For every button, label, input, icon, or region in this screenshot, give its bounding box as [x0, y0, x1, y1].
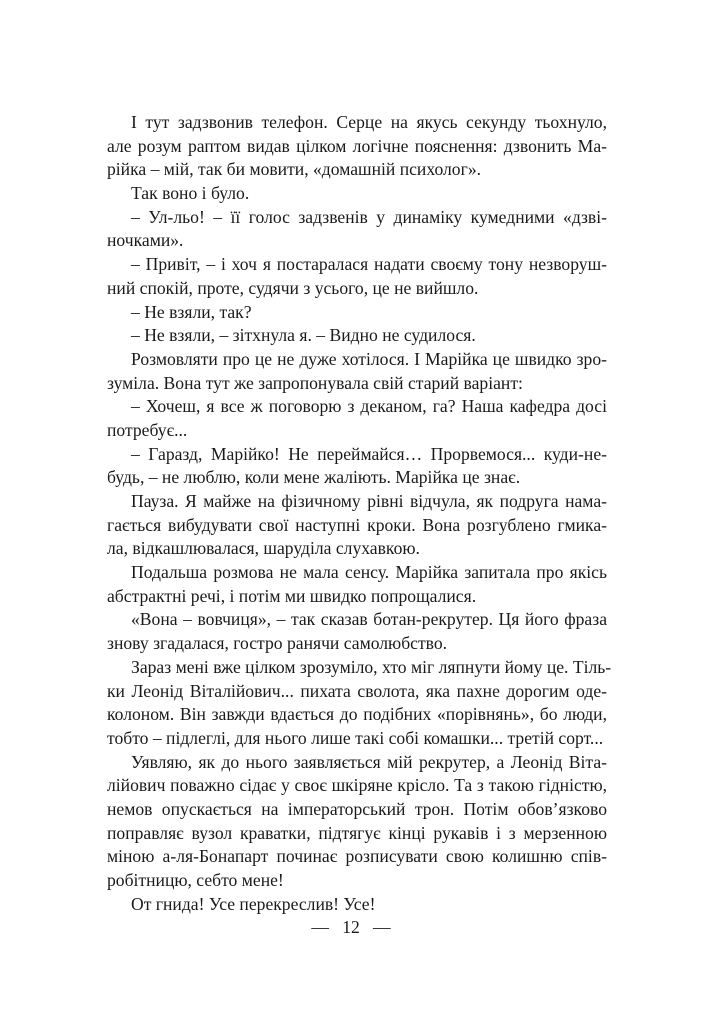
text-line: – Гаразд, Марійко! Не переймайся… Прорвемося... куди-не-	[131, 443, 607, 464]
text-line: але розум раптом видав цілком логічне пояснення: дзвонить Ма-	[107, 135, 607, 156]
text-line: знову згадалася, гостро ранячи самолюбство.	[107, 633, 448, 654]
text-line: міною а-ля-Бонапарт починає розписувати свою колишню спів-	[107, 846, 607, 867]
text-line: немов опускається на імператорський трон. Потім обов’язково	[107, 798, 607, 819]
text-line: абстрактні речі, і потім ми швидко попрощалися.	[107, 585, 477, 606]
text-line: поправляє вузол краватки, підтягує кінці рукавів і з мерзенною	[107, 822, 607, 843]
text-line: лійович поважно сідає у своє шкіряне крісло. Та з такою гідністю,	[107, 775, 607, 796]
text-line: І тут задзвонив телефон. Серце на якусь секунду тьохнуло,	[131, 112, 607, 132]
text-line: гається вибудувати свої наступні кроки. Вона розгублено гмика-	[107, 514, 607, 535]
text-line: Зараз мені вже цілком зрозуміло, хто міг ляпнути йому це. Тіль-	[131, 656, 612, 677]
text-line: зуміла. Вона тут же запропонувала свій старий варіант:	[107, 372, 523, 393]
text-line: ла, відкашлювалася, шаруділа слухавкою.	[107, 538, 420, 559]
text-line: От гнида! Усе перекреслив! Усе!	[131, 893, 376, 914]
text-line: Уявляю, як до нього заявляється мій рекрутер, а Леонід Віта-	[131, 751, 607, 772]
text-line: тобто – підлеглі, для нього лише такі собі комашки... третій сорт...	[107, 727, 604, 748]
text-line: – Не взяли, так?	[131, 301, 252, 322]
text-line: – Хочеш, я все ж поговорю з деканом, га? Наша кафедра досі	[131, 396, 607, 417]
body-text	[107, 111, 612, 916]
text-line: рійка – мій, так би мовити, «домашній психолог».	[107, 159, 482, 180]
text-line: Подальша розмова не мала сенсу. Марійка запитала про якісь	[131, 562, 607, 583]
text-line: «Вона – вовчиця», – так сказав ботан-рекрутер. Ця його фраза	[131, 609, 607, 630]
text-line: колоном. Він завжди вдається до подібних «порівнянь», бо люди,	[107, 704, 607, 725]
text-line: робітницю, себто мене!	[107, 870, 284, 890]
text-line: ний спокій, проте, судячи з усього, це не вийшло.	[107, 277, 479, 298]
text-line: ночками».	[107, 230, 184, 251]
text-line: Так воно і було.	[131, 183, 250, 204]
text-line: – Не взяли, – зітхнула я. – Видно не судилося.	[131, 325, 476, 346]
text-line: будь, – не люблю, коли мене жаліють. Марійка це знає.	[107, 467, 521, 488]
text-line: потребує...	[107, 419, 188, 440]
text-line: ки Леонід Віталійович... пихата сволота, яка пахне дорогим оде-	[107, 680, 607, 701]
page-number: — 12 —	[311, 917, 391, 937]
text-line: – Ул-льо! – її голос задзвенів у динаміку кумедними «дзві-	[131, 206, 607, 227]
text-line: Розмовляти про це не дуже хотілося. І Марійка це швидко зро-	[131, 348, 607, 369]
text-line: Пауза. Я майже на фізичному рівні відчула, як подруга нама-	[131, 491, 607, 511]
text-line: – Привіт, – і хоч я постаралася надати своєму тону незворуш-	[131, 254, 607, 275]
